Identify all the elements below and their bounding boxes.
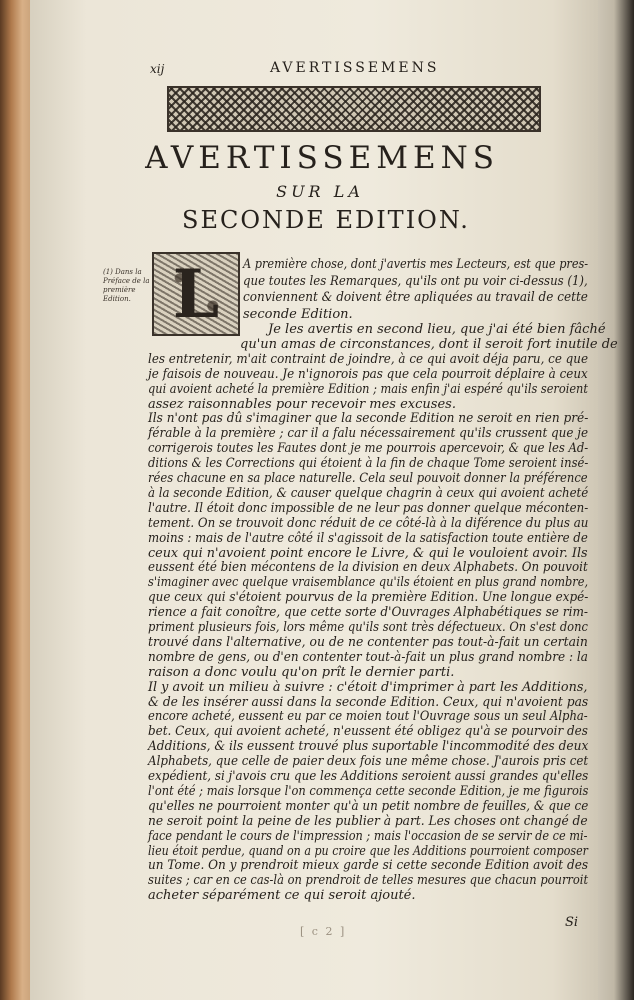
- headpiece-ornament: [167, 86, 541, 132]
- text-line: qui avoient acheté la première Edition ; mais enfin j'ai espéré qu'ils seroient: [148, 381, 588, 397]
- text-line: Ils n'ont pas dû s'imaginer que la seconde Edition ne seroit en rien pré-: [148, 411, 589, 427]
- text-line: A première chose, dont j'avertis mes Lecteurs, est que pres-: [243, 257, 589, 272]
- text-line: ne seroit point la peine de les publier à part. Les choses ont changé de: [148, 813, 588, 829]
- text-line: expédient, si j'avois cru que les Additions seroient aussi grandes qu'elles: [148, 769, 589, 784]
- book-spine: [0, 0, 32, 1000]
- dropcap-ornament: L: [152, 252, 240, 336]
- text-line: qu'elles ne pourroient monter qu'à un petit nombre de feuilles, & que ce: [148, 798, 589, 814]
- text-line: qu'un amas de circonstances, dont il seroit fort inutile de: [240, 336, 618, 352]
- text-line: ditions & les Corrections qui étoient à la fin de chaque Tome seroient insé-: [148, 456, 589, 472]
- text-line: suites ; car en ce cas-là on prendroit de telles mesures que chacun pourroit: [148, 873, 589, 889]
- text-line: les entretenir, m'ait contraint de joindre, à ce qui avoit déja paru, ce que: [148, 351, 589, 367]
- text-line: l'autre. Il étoit donc impossible de ne leur pas donner quelque méconten-: [148, 500, 589, 516]
- text-line: acheter séparément ce qui seroit ajouté.: [148, 888, 416, 904]
- text-line: Alphabets, que celle de paier deux fois une même chose. J'aurois pris cet: [148, 754, 589, 770]
- footer-signature: [ c 2 ]: [300, 925, 347, 938]
- text-line: priment plusieurs fois, lors même qu'ils sont très défectueux. On s'est donc: [148, 620, 588, 635]
- text-line: raison a donc voulu qu'on prît le dernier parti.: [148, 664, 455, 680]
- text-line: Additions, & ils eussent trouvé plus suportable l'incommodité des deux: [148, 739, 589, 755]
- running-title: AVERTISSEMENS: [270, 60, 440, 76]
- text-line: eussent été bien mécontens de la division en deux Alphabets. On pouvoit: [148, 560, 588, 576]
- text-line: que toutes les Remarques, qu'ils ont pu voir ci-dessus (1),: [243, 273, 588, 289]
- text-line: corrigerois toutes les Fautes dont je me pourrois apercevoir, & que les Ad-: [148, 441, 589, 457]
- text-line: conviennent & doivent être apliquées au travail de cette: [243, 290, 588, 305]
- text-line: Il y avoit un milieu à suivre : c'étoit d'imprimer à part les Additions,: [148, 679, 588, 695]
- catchword: Si: [565, 915, 579, 930]
- page-number: xij: [150, 62, 165, 76]
- text-line: & de les insérer aussi dans la seconde Edition. Ceux, qui n'avoient pas: [148, 694, 589, 710]
- text-line: face pendant le cours de l'impression ; mais l'occasion de se servir de ce mi-: [148, 828, 588, 844]
- running-head: [30, 60, 598, 80]
- text-line: seconde Edition.: [243, 306, 353, 322]
- text-line: nombre de gens, ou d'en contenter tout-à-fait un plus grand nombre : la: [148, 649, 588, 665]
- text-line: s'imaginer avec quelque vraisemblance qu'ils étoient en plus grand nombre,: [148, 575, 589, 591]
- text-line: bet. Ceux, qui avoient acheté, n'eussent été obligez qu'à se pourvoir des: [148, 724, 588, 740]
- text-line: Je les avertis en second lieu, que j'ai été bien fâché: [268, 322, 606, 337]
- text-line: tement. On se trouvoit donc réduit de ce côté-là à la diférence du plus au: [148, 515, 589, 531]
- book-page: [30, 0, 618, 1000]
- text-line: que ceux qui s'étoient pourvus de la première Edition. Une longue expé-: [148, 590, 589, 606]
- text-line: l'ont été ; mais lorsque l'on commença cette seconde Edition, je me figurois: [148, 783, 589, 799]
- text-line: trouvé dans l'alternative, ou de ne contenter pas tout-à-fait un certain: [148, 634, 588, 650]
- text-line: moins : mais de l'autre côté il s'agissoit de la satisfaction toute entière de: [148, 530, 588, 546]
- page-title-edition: SECONDE EDITION.: [182, 206, 470, 234]
- text-line: férable à la première ; car il a falu nécessairement qu'ils crussent que je: [148, 426, 589, 442]
- page-subtitle: SUR LA: [276, 182, 364, 201]
- margin-note: (1) Dans la Préface de la première Edition.: [103, 268, 150, 303]
- text-line: assez raisonnables pour recevoir mes excuses.: [148, 396, 456, 412]
- text-line: je faisois de nouveau. Je n'ignorois pas que cela pourroit déplaire à ceux: [148, 366, 588, 382]
- text-line: un Tome. On y prendroit mieux garde si cette seconde Edition avoit des: [148, 858, 589, 874]
- text-line: encore acheté, eussent eu par ce moien tout l'Ouvrage sous un seul Alpha-: [148, 709, 588, 725]
- text-line: rience a fait conoître, que cette sorte d'Ouvrages Alphabétiques se rim-: [148, 605, 589, 621]
- text-line: à la seconde Edition, & causer quelque chagrin à ceux qui avoient acheté: [148, 485, 589, 501]
- text-line: ceux qui n'avoient point encore le Livre, & qui le vouloient avoir. Ils: [148, 545, 588, 561]
- text-line: rées chacune en sa place naturelle. Cela seul pouvoit donner la préférence: [148, 471, 588, 486]
- page-title: AVERTISSEMENS: [145, 140, 499, 176]
- text-line: lieu étoit perdue, quand on a pu croire que les Additions pourroient composer: [148, 843, 588, 859]
